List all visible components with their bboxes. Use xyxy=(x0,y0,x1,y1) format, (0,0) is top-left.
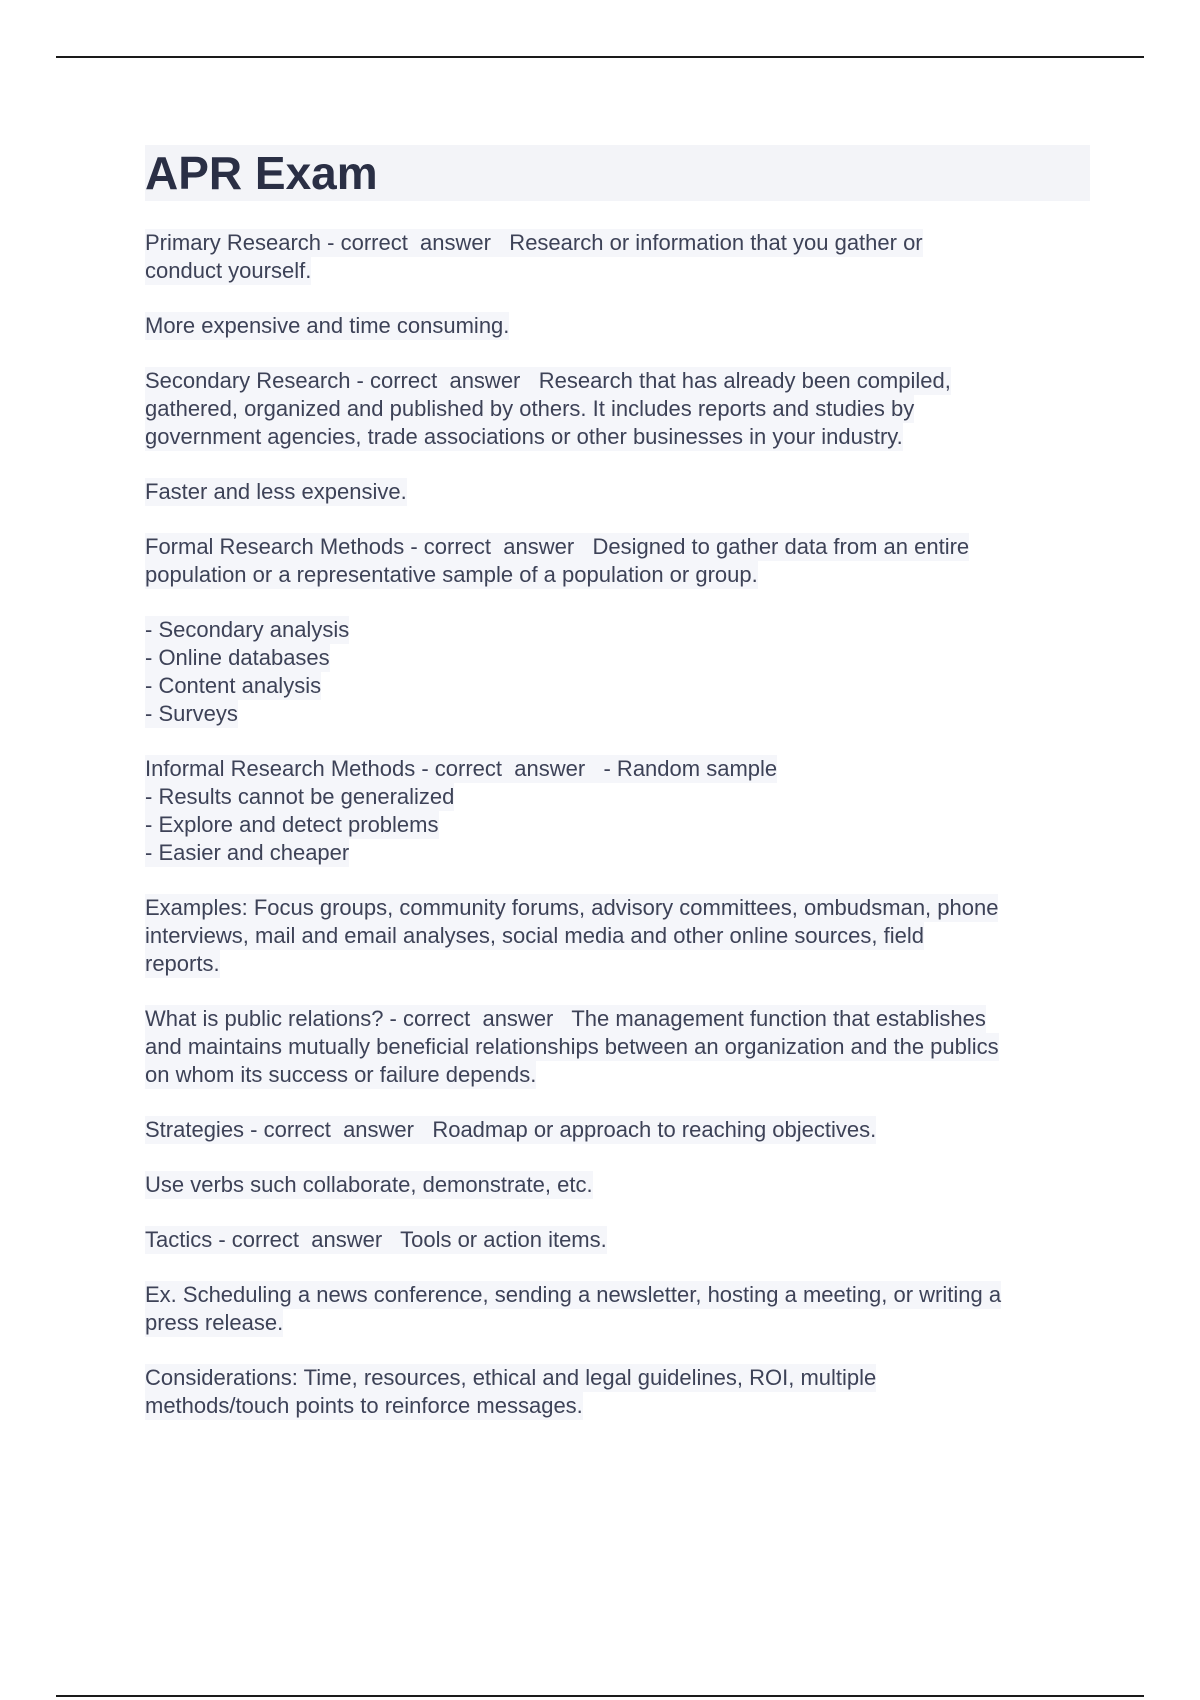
document-body xyxy=(145,145,1090,1447)
paragraph-strategies-note xyxy=(145,1171,1090,1199)
list-formal-methods xyxy=(145,616,1090,728)
text-line: Primary Research - correct answer Research or information that you gather or xyxy=(145,230,923,255)
list-item: - Surveys xyxy=(145,701,238,726)
paragraph-informal-research xyxy=(145,755,1090,867)
list-item: - Secondary analysis xyxy=(145,617,350,642)
text-line: methods/touch points to reinforce messages. xyxy=(145,1393,583,1418)
text-line: Ex. Scheduling a news conference, sending a newsletter, hosting a meeting, or writing a xyxy=(145,1282,1002,1307)
paragraph-primary-research xyxy=(145,229,1090,285)
list-item: - Online databases xyxy=(145,645,330,670)
list-item: - Easier and cheaper xyxy=(145,840,350,865)
paragraph-primary-note xyxy=(145,312,1090,340)
text-line: on whom its success or failure depends. xyxy=(145,1062,537,1087)
title-band xyxy=(145,145,1090,201)
paragraph-formal-research xyxy=(145,533,1090,589)
text-line: population or a representative sample of a population or group. xyxy=(145,562,758,587)
text-line: Secondary Research - correct answer Research that has already been compiled, xyxy=(145,368,951,393)
paragraph-considerations xyxy=(145,1364,1090,1420)
bottom-rule xyxy=(56,1695,1144,1697)
paragraph-secondary-note xyxy=(145,478,1090,506)
list-item: - Content analysis xyxy=(145,673,322,698)
text-line: Informal Research Methods - correct answer - Random sample xyxy=(145,756,778,781)
top-rule xyxy=(56,56,1144,58)
text-line: Strategies - correct answer Roadmap or approach to reaching objectives. xyxy=(145,1117,877,1142)
list-item: - Results cannot be generalized xyxy=(145,784,455,809)
text-line: Use verbs such collaborate, demonstrate, etc. xyxy=(145,1172,593,1197)
paragraph-tactics xyxy=(145,1226,1090,1254)
text-line: and maintains mutually beneficial relationships between an organization and the publics xyxy=(145,1034,999,1059)
paragraph-secondary-research xyxy=(145,367,1090,451)
text-line: interviews, mail and email analyses, social media and other online sources, field xyxy=(145,923,924,948)
text-line: press release. xyxy=(145,1310,284,1335)
paragraph-tactics-examples xyxy=(145,1281,1090,1337)
text-line: Examples: Focus groups, community forums, advisory committees, ombudsman, phone xyxy=(145,895,999,920)
text-line: Formal Research Methods - correct answer Designed to gather data from an entire xyxy=(145,534,970,559)
text-line: What is public relations? - correct answer The management function that establishes xyxy=(145,1006,986,1031)
text-line: Tactics - correct answer Tools or action items. xyxy=(145,1227,607,1252)
text-line: conduct yourself. xyxy=(145,258,312,283)
text-line: More expensive and time consuming. xyxy=(145,313,510,338)
paragraph-strategies xyxy=(145,1116,1090,1144)
text-line: reports. xyxy=(145,951,220,976)
paragraph-public-relations xyxy=(145,1005,1090,1089)
text-line: gathered, organized and published by others. It includes reports and studies by xyxy=(145,396,915,421)
page-title: APR Exam xyxy=(145,147,378,199)
text-line: government agencies, trade associations or other businesses in your industry. xyxy=(145,424,903,449)
text-line: Considerations: Time, resources, ethical and legal guidelines, ROI, multiple xyxy=(145,1365,877,1390)
list-item: - Explore and detect problems xyxy=(145,812,439,837)
paragraph-informal-examples xyxy=(145,894,1090,978)
text-line: Faster and less expensive. xyxy=(145,479,407,504)
